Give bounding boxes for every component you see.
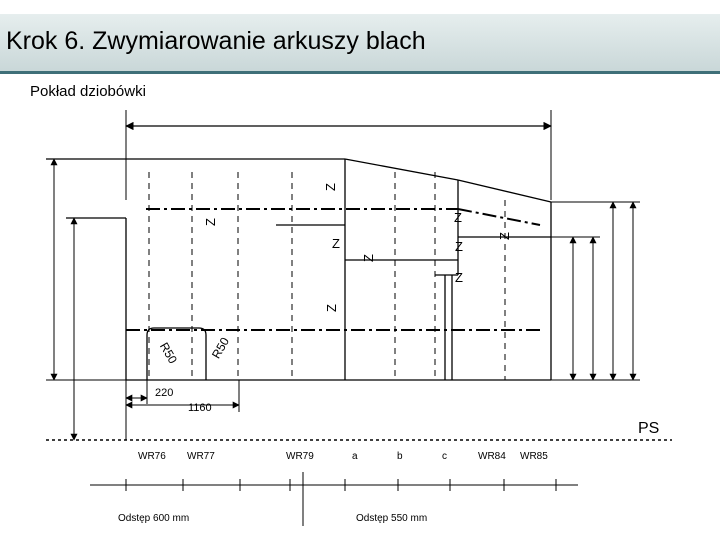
weld-mark: Z: [324, 304, 339, 312]
radius-label-left: R50: [156, 339, 181, 367]
frame-label: a: [352, 451, 358, 462]
frame-label: WR77: [187, 451, 215, 462]
weld-mark: Z: [361, 254, 376, 262]
weld-mark: Z: [323, 183, 338, 191]
weld-mark: Z: [332, 236, 340, 251]
dimension-220: 220: [155, 387, 174, 399]
spacing-label-left: Odstęp 600 mm: [118, 513, 190, 524]
frame-label: c: [442, 451, 447, 462]
weld-mark: Z: [497, 232, 512, 240]
frame-label: WR76: [138, 451, 166, 462]
slide-title: Krok 6. Zwymiarowanie arkuszy blach: [6, 27, 426, 55]
drawing-subtitle: Pokład dziobówki: [30, 83, 146, 100]
weld-mark: Z: [454, 210, 462, 225]
dimension-1160: 1160: [188, 402, 212, 414]
ps-label: PS: [638, 420, 660, 437]
radius-label-right: R50: [208, 334, 233, 362]
weld-mark: Z: [455, 239, 463, 254]
frame-label: b: [397, 451, 403, 462]
deck-outline: [46, 159, 551, 380]
frame-label: WR79: [286, 451, 314, 462]
height-dimensions-left: [46, 159, 126, 440]
frame-label: WR84: [478, 451, 506, 462]
weld-mark: Z: [455, 270, 463, 285]
width-dimensions-bottom: [126, 380, 239, 440]
frame-label: WR85: [520, 451, 548, 462]
height-dimensions-right: [551, 202, 640, 380]
spacing-label-right: Odstęp 550 mm: [356, 513, 428, 524]
weld-mark: Z: [203, 218, 218, 226]
